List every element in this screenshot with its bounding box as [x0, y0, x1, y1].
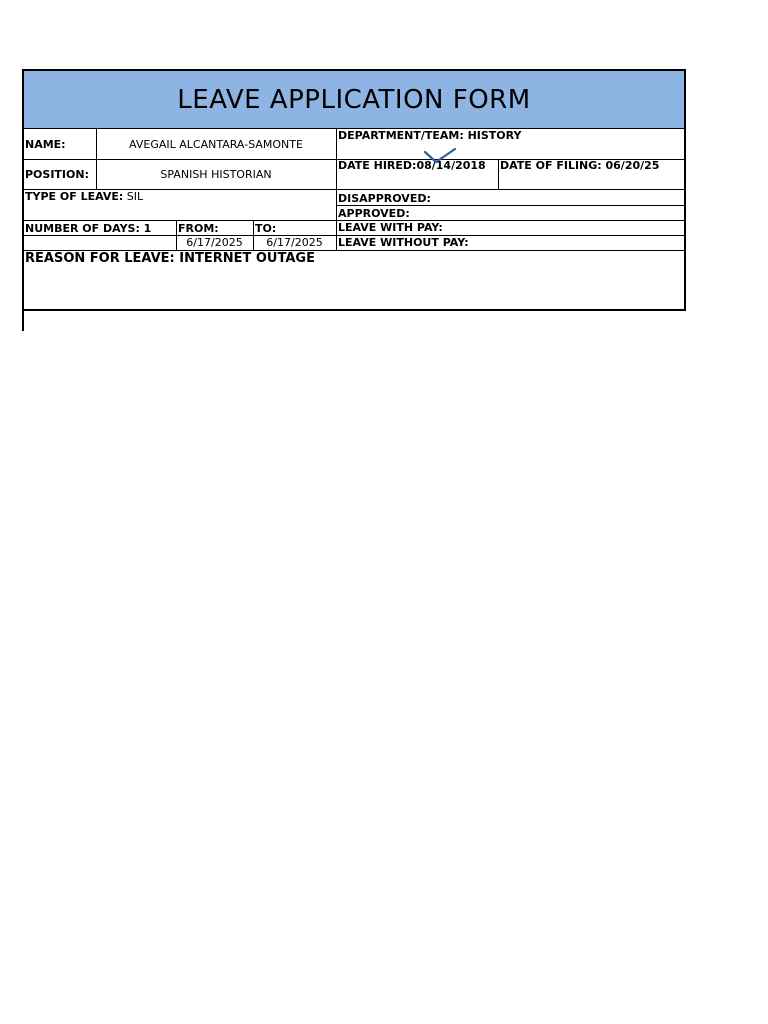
approved-label: APPROVED: — [338, 207, 410, 220]
checkmark-icon — [424, 148, 456, 164]
type-of-leave-field — [25, 190, 143, 203]
from-label: FROM: — [178, 222, 219, 235]
date-of-filing-field: DATE OF FILING: 06/20/25 — [500, 159, 660, 172]
position-label: POSITION: — [25, 168, 89, 181]
to-date-value: 6/17/2025 — [266, 236, 323, 249]
column-divider — [498, 159, 499, 189]
disapproved-label: DISAPPROVED: — [338, 192, 431, 205]
column-divider — [336, 129, 337, 250]
form-border-tail — [22, 311, 24, 331]
department-field: DEPARTMENT/TEAM: HISTORY — [338, 129, 522, 142]
position-value: SPANISH HISTORIAN — [160, 168, 272, 181]
from-date-value: 6/17/2025 — [186, 236, 243, 249]
leave-without-pay-label: LEAVE WITHOUT PAY: — [338, 236, 469, 249]
leave-with-pay-label: LEAVE WITH PAY: — [338, 221, 443, 234]
type-of-leave-label: TYPE OF LEAVE: — [25, 190, 124, 203]
date-hired-field: DATE HIRED:08/14/2018 — [338, 159, 486, 172]
form-title: LEAVE APPLICATION FORM — [24, 71, 684, 129]
name-value: AVEGAIL ALCANTARA-SAMONTE — [129, 138, 303, 151]
reason-for-leave: REASON FOR LEAVE: INTERNET OUTAGE — [25, 251, 315, 266]
name-label: NAME: — [25, 138, 66, 151]
row-divider — [336, 205, 684, 206]
leave-application-form — [22, 69, 686, 311]
to-label: TO: — [255, 222, 277, 235]
number-of-days-field: NUMBER OF DAYS: 1 — [25, 222, 152, 235]
type-of-leave-value: SIL — [126, 190, 144, 203]
